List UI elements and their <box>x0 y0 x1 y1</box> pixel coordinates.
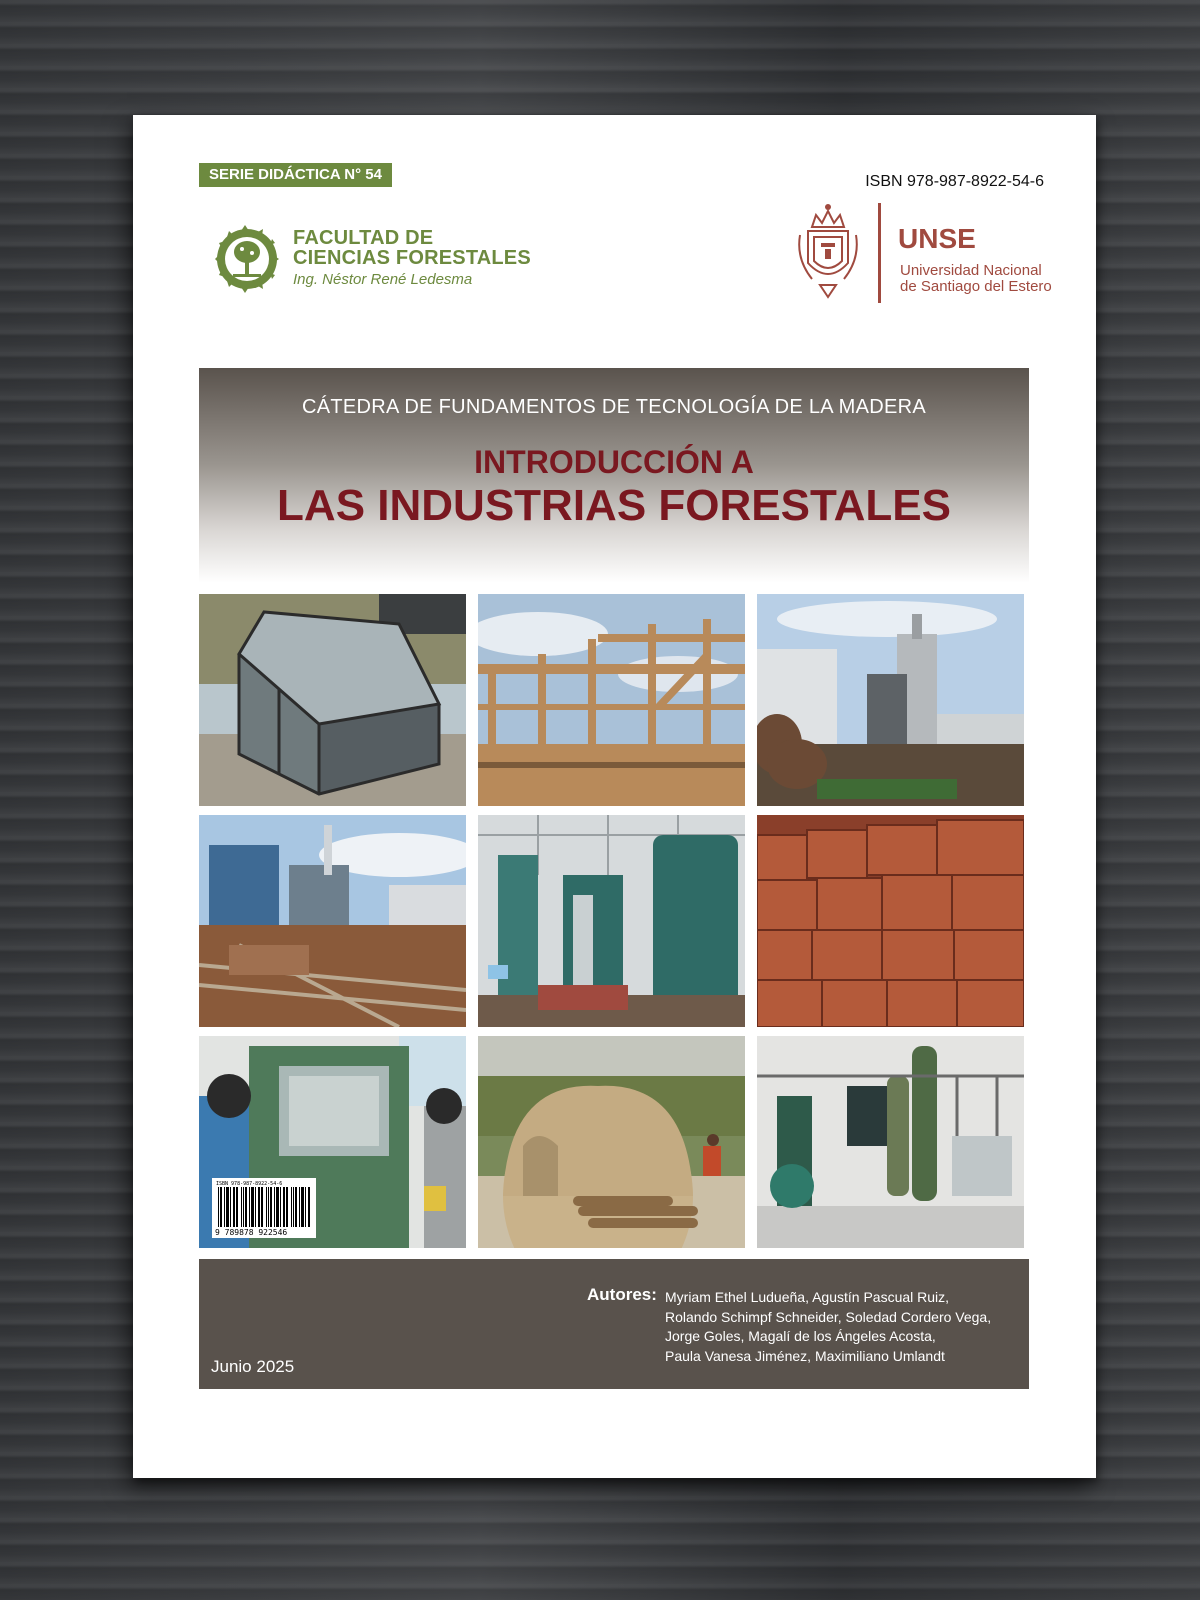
authors-line: Paula Vanesa Jiménez, Maximiliano Umlandt <box>665 1347 945 1364</box>
university-line1: Universidad Nacional <box>900 262 1042 279</box>
faculty-line2: CIENCIAS FORESTALES <box>293 247 531 269</box>
isbn-text: ISBN 978-987-8922-54-6 <box>865 173 1044 190</box>
band-saw-photo <box>478 815 745 1027</box>
title-banner <box>199 368 1029 583</box>
faculty-name <box>293 228 531 288</box>
greenhouse-photo <box>199 594 466 806</box>
university-acronym: UNSE <box>898 223 976 254</box>
timber-frame-photo <box>478 594 745 806</box>
university-fullname <box>900 263 1052 295</box>
publication-date: Junio 2025 <box>211 1357 295 1376</box>
barcode-isbn: ISBN 978-987-8922-54-6 <box>216 1181 283 1187</box>
authors-line: Jorge Goles, Magalí de los Ángeles Acosta, <box>665 1328 936 1344</box>
serie-badge: SERIE DIDÁCTICA N° 54 <box>199 163 392 187</box>
authors-label: Autores: <box>587 1285 657 1304</box>
stacked-timber-photo <box>757 815 1024 1027</box>
pulp-mill-photo <box>757 594 1024 806</box>
authors-line: Myriam Ethel Ludueña, Agustín Pascual Ruiz, <box>665 1289 950 1305</box>
authors-line: Rolando Schimpf Schneider, Soledad Cordero Vega, <box>665 1308 992 1325</box>
charcoal-kiln-photo <box>478 1036 745 1248</box>
footer-band <box>199 1259 1029 1389</box>
divider <box>878 203 881 303</box>
press-lab-photo <box>199 1036 466 1248</box>
barcode-digits: 9 789878 922546 <box>215 1228 288 1237</box>
title-line1: INTRODUCCIÓN A <box>474 444 754 480</box>
lab-equipment-photo <box>757 1036 1024 1248</box>
faculty-line3: Ing. Néstor René Ledesma <box>293 271 473 288</box>
book-cover <box>133 115 1096 1478</box>
tree-seal-icon <box>209 221 281 297</box>
catedra-title: CÁTEDRA DE FUNDAMENTOS DE TECNOLOGÍA DE LA MADERA <box>301 396 927 418</box>
title-line2: LAS INDUSTRIAS FORESTALES <box>277 481 951 530</box>
coat-of-arms-icon <box>794 201 862 301</box>
industrial-plant-photo <box>199 815 466 1027</box>
barcode <box>212 1178 316 1238</box>
authors-list <box>665 1288 991 1366</box>
university-line2: de Santiago del Estero <box>900 278 1052 295</box>
faculty-line1: FACULTAD DE <box>293 227 434 249</box>
